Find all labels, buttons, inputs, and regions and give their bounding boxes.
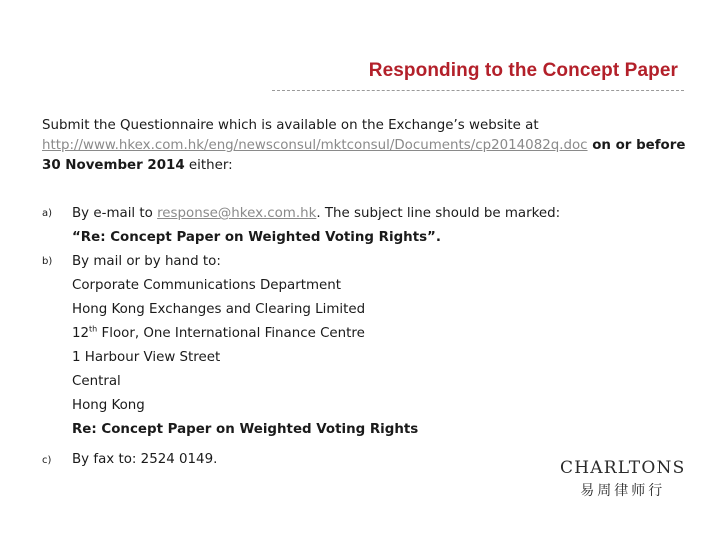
floor-number: 12 xyxy=(72,326,90,341)
mail-lead: By mail or by hand to: xyxy=(72,254,221,269)
intro-paragraph xyxy=(42,116,692,176)
list-marker-c: c) xyxy=(42,455,52,466)
email-prefix: By e-mail to xyxy=(72,206,158,221)
fax-line: By fax to: 2524 0149. xyxy=(72,452,218,467)
intro-url-line xyxy=(42,136,692,156)
intro-after-url: on or before xyxy=(587,138,686,153)
address-district: Central xyxy=(72,374,121,389)
address-company: Hong Kong Exchanges and Clearing Limited xyxy=(72,302,366,317)
title-divider xyxy=(272,90,684,91)
email-suffix: . The subject line should be marked: xyxy=(316,206,561,221)
charltons-logo xyxy=(560,458,685,500)
floor-suffix: th xyxy=(89,324,98,334)
intro-line: Submit the Questionnaire which is available on the Exchange’s website at xyxy=(42,118,539,133)
list-item-email xyxy=(72,202,692,250)
floor-rest: Floor, One International Finance Centre xyxy=(97,326,365,341)
list-marker-a: a) xyxy=(42,208,53,219)
logo-english: CHARLTONS xyxy=(560,458,686,478)
questionnaire-link[interactable]: http://www.hkex.com.hk/eng/newsconsul/mktconsul/Documents/cp2014082q.doc xyxy=(42,138,588,153)
list-marker-b: b) xyxy=(42,256,53,267)
address-dept: Corporate Communications Department xyxy=(72,278,342,293)
page-title: Responding to the Concept Paper xyxy=(368,60,678,81)
email-subject: “Re: Concept Paper on Weighted Voting Rights”. xyxy=(72,230,441,245)
address-city: Hong Kong xyxy=(72,398,145,413)
intro-either: either: xyxy=(184,158,233,173)
address-street: 1 Harbour View Street xyxy=(72,350,221,365)
logo-chinese: 易周律师行 xyxy=(580,483,666,499)
intro-date-line xyxy=(42,156,692,176)
list-item-mail xyxy=(72,250,692,442)
email-line xyxy=(72,202,692,226)
deadline-date: 30 November 2014 xyxy=(42,158,185,173)
address-floor xyxy=(72,322,692,346)
mail-subject: Re: Concept Paper on Weighted Voting Rights xyxy=(72,422,419,437)
email-link[interactable]: response@hkex.com.hk xyxy=(157,206,317,221)
